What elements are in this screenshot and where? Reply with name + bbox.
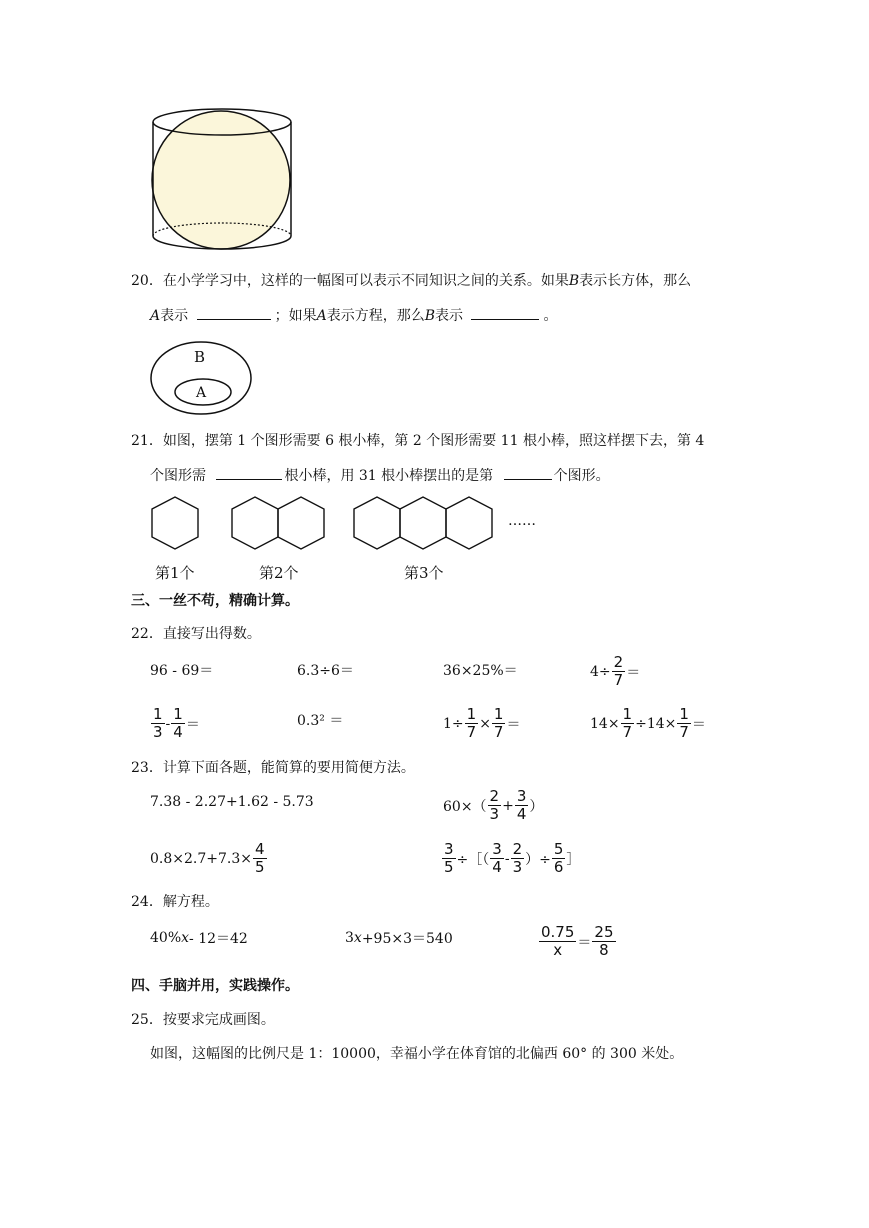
q24-eq2-a: 3 bbox=[345, 930, 354, 946]
caption-fig-1: 第1个 bbox=[155, 564, 195, 582]
sphere-in-cylinder-figure bbox=[145, 100, 300, 260]
q20-var-b: B bbox=[568, 273, 580, 289]
fraction bbox=[171, 706, 185, 741]
q20-line2 bbox=[150, 305, 557, 326]
numerator: 0.75 bbox=[541, 923, 575, 941]
caption-fig-3: 第3个 bbox=[404, 564, 444, 582]
denominator: 3 bbox=[512, 858, 523, 876]
fraction bbox=[677, 706, 691, 741]
variable-x: x bbox=[181, 930, 190, 946]
fraction bbox=[621, 706, 635, 741]
q20-var-b-2: B bbox=[424, 308, 435, 324]
diagram-label-a: A bbox=[196, 385, 207, 401]
q22-r2c4 bbox=[590, 706, 706, 741]
denominator: 7 bbox=[613, 671, 624, 689]
answer-blank[interactable] bbox=[504, 465, 552, 480]
q22-r2c2: 0.3² ＝ bbox=[297, 713, 344, 729]
q22-r1c1: 96 - 69＝ bbox=[150, 663, 214, 679]
q23-e3-pre: 0.8×2.7+7.3× bbox=[150, 850, 252, 867]
q20-text-6: 表示 bbox=[435, 308, 463, 324]
fraction bbox=[511, 841, 525, 876]
fraction bbox=[492, 706, 506, 741]
q24-equation-3 bbox=[538, 924, 617, 959]
equals: ＝ bbox=[577, 934, 592, 951]
fraction bbox=[539, 924, 576, 959]
q23-e2-post: ） bbox=[529, 798, 544, 815]
denominator: 7 bbox=[493, 723, 504, 741]
q22-r2c4-mid: ÷14× bbox=[635, 715, 677, 732]
q20-text-5: 表示方程，那么 bbox=[326, 308, 425, 324]
denominator: 7 bbox=[466, 723, 477, 741]
q23-expr-1: 7.38 - 2.27+1.62 - 5.73 bbox=[150, 794, 314, 810]
q21-line1: 21．如图，摆第 1 个图形需要 6 根小棒，第 2 个图形需要 11 根小棒，照这样摆下去，第 4 bbox=[131, 433, 705, 449]
q22-r2c1 bbox=[150, 706, 200, 741]
q24-eq1-b: - 12＝42 bbox=[189, 931, 248, 947]
q22-r1c2: 6.3÷6＝ bbox=[297, 663, 354, 679]
numerator: 4 bbox=[255, 840, 265, 858]
q24-title: 24．解方程。 bbox=[131, 894, 219, 910]
q24-equation-2 bbox=[345, 928, 453, 948]
operator: × bbox=[479, 715, 491, 732]
q20-text-2: 表示长方体，那么 bbox=[579, 273, 692, 289]
answer-blank[interactable] bbox=[216, 465, 282, 480]
section-heading-3: 三、一丝不苟，精确计算。 bbox=[131, 593, 299, 609]
denominator: 4 bbox=[516, 805, 527, 823]
q22-r2c3 bbox=[443, 706, 520, 741]
q22-r1c4-pre: 4÷ bbox=[590, 663, 611, 680]
q23-e4-a: ÷［（ bbox=[456, 851, 490, 868]
denominator: 3 bbox=[489, 805, 500, 823]
q21-text-1: 个图形需 bbox=[150, 468, 206, 484]
q20-line1 bbox=[131, 271, 691, 291]
denominator: 7 bbox=[679, 723, 689, 741]
q20-var-a: A bbox=[150, 308, 161, 324]
denominator: 5 bbox=[444, 858, 454, 876]
operator: - bbox=[165, 715, 171, 732]
q23-expr-4 bbox=[441, 841, 580, 876]
equals: ＝ bbox=[185, 716, 200, 733]
numerator: 3 bbox=[492, 840, 502, 858]
q24-eq2-b: +95×3＝540 bbox=[361, 931, 453, 947]
numerator: 3 bbox=[516, 787, 527, 805]
fraction bbox=[612, 654, 626, 689]
numerator: 1 bbox=[153, 705, 163, 723]
fraction bbox=[592, 924, 615, 959]
q25-text: 如图，这幅图的比例尺是 1：10000，幸福小学在体育馆的北偏西 60° 的 300 米处。 bbox=[150, 1046, 684, 1062]
q20-text-1: 20．在小学学习中，这样的一幅图可以表示不同知识之间的关系。如果 bbox=[131, 273, 569, 289]
q22-r2c4-pre: 14× bbox=[590, 715, 620, 732]
fraction bbox=[442, 841, 456, 876]
q22-r2c3-pre: 1÷ bbox=[443, 715, 464, 732]
q24-equation-1 bbox=[150, 928, 248, 948]
numerator: 2 bbox=[489, 787, 500, 805]
fraction bbox=[465, 706, 479, 741]
answer-blank[interactable] bbox=[471, 305, 539, 320]
fraction bbox=[253, 841, 267, 876]
fraction bbox=[515, 788, 529, 823]
q25-title: 25．按要求完成画图。 bbox=[131, 1012, 275, 1028]
answer-blank[interactable] bbox=[197, 305, 271, 320]
q23-e4-c: ］ bbox=[566, 851, 581, 868]
q20-text-3: 表示 bbox=[160, 308, 189, 324]
numerator: 25 bbox=[594, 923, 614, 941]
q22-r1c3: 36×25%＝ bbox=[443, 663, 518, 679]
fraction bbox=[552, 841, 566, 876]
denominator: x bbox=[553, 941, 563, 959]
numerator: 3 bbox=[444, 840, 454, 858]
operator: + bbox=[502, 797, 514, 814]
section-heading-4: 四、手脑并用，实践操作。 bbox=[131, 978, 299, 994]
q21-line2 bbox=[150, 465, 610, 486]
denominator: 4 bbox=[173, 723, 183, 741]
numerator: 5 bbox=[553, 840, 564, 858]
q23-title: 23．计算下面各题，能简算的要用简便方法。 bbox=[131, 760, 415, 776]
q23-expr-3 bbox=[150, 841, 268, 876]
q23-e4-b: ）÷ bbox=[525, 851, 551, 868]
fraction bbox=[490, 841, 504, 876]
q23-expr-2 bbox=[443, 788, 543, 823]
q20-var-a-2: A bbox=[316, 308, 327, 324]
caption-fig-2: 第2个 bbox=[259, 564, 299, 582]
denominator: 3 bbox=[153, 723, 163, 741]
hexagon-sequence-figure bbox=[148, 494, 548, 556]
numerator: 1 bbox=[173, 705, 183, 723]
numerator: 1 bbox=[493, 705, 504, 723]
denominator: 5 bbox=[255, 858, 265, 876]
q22-r1c4-post: ＝ bbox=[626, 664, 641, 681]
operator: - bbox=[504, 850, 510, 867]
denominator: 4 bbox=[492, 858, 502, 876]
q21-text-2: 根小棒，用 31 根小棒摆出的是第 bbox=[284, 468, 494, 484]
numerator: 1 bbox=[679, 705, 689, 723]
denominator: 6 bbox=[553, 858, 564, 876]
numerator: 2 bbox=[512, 840, 523, 858]
q20-text-4: ；如果 bbox=[274, 308, 317, 324]
numerator: 1 bbox=[466, 705, 477, 723]
q24-eq1-a: 40% bbox=[150, 930, 182, 946]
numerator: 2 bbox=[613, 653, 624, 671]
equals: ＝ bbox=[506, 716, 521, 733]
denominator: 7 bbox=[622, 723, 633, 741]
q21-text-3: 个图形。 bbox=[553, 468, 610, 484]
denominator: 8 bbox=[599, 941, 609, 959]
q22-title: 22．直接写出得数。 bbox=[131, 626, 261, 642]
fraction bbox=[151, 706, 165, 741]
ellipsis: …… bbox=[508, 513, 536, 529]
equals: ＝ bbox=[691, 716, 706, 733]
q23-e2-pre: 60×（ bbox=[443, 798, 487, 815]
numerator: 1 bbox=[622, 705, 633, 723]
q20-period: 。 bbox=[543, 308, 558, 324]
diagram-label-b: B bbox=[194, 348, 206, 366]
variable-x: x bbox=[353, 930, 362, 946]
q22-r1c4 bbox=[590, 654, 640, 689]
fraction bbox=[488, 788, 502, 823]
